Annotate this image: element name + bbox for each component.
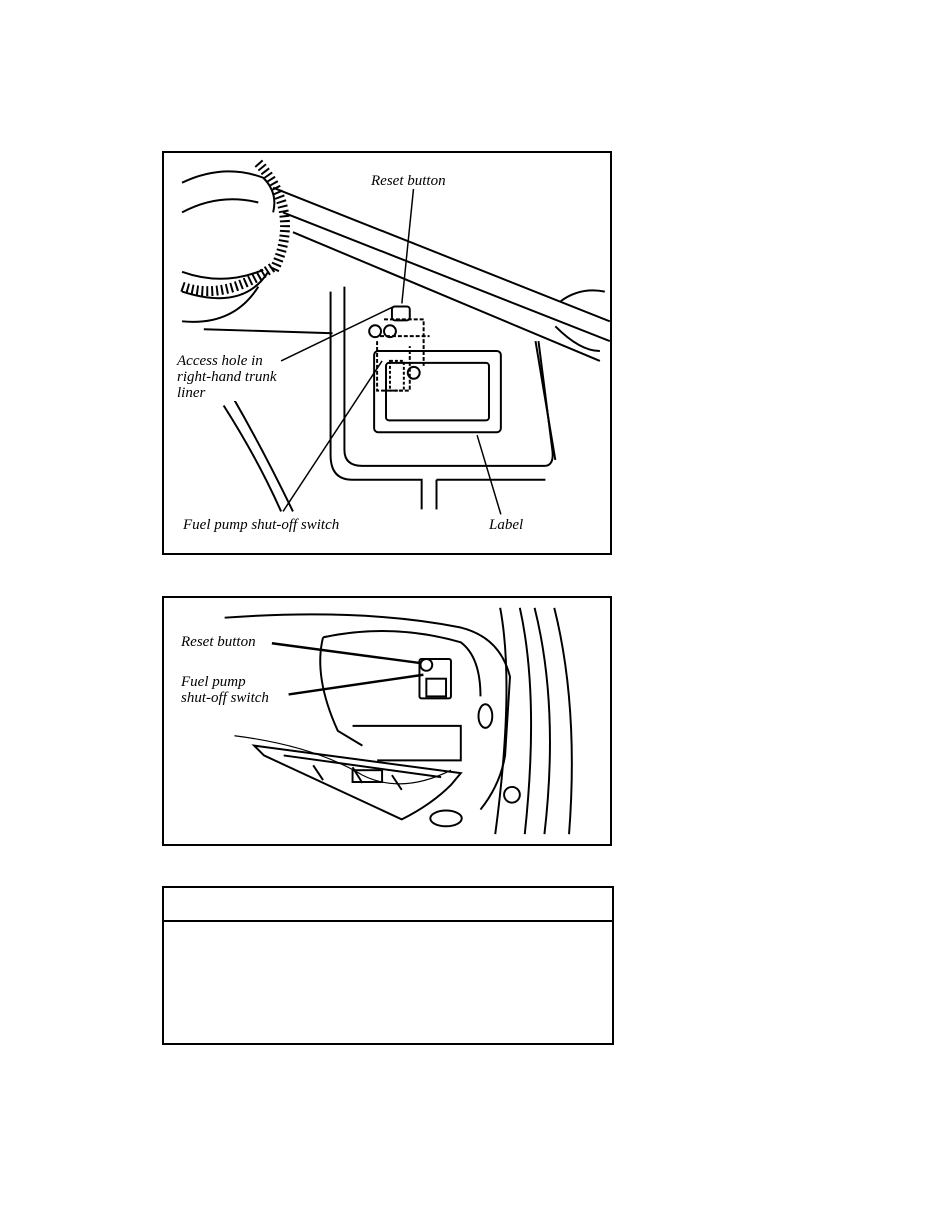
callout-access-hole: Access hole in right-hand trunk liner — [177, 353, 277, 401]
callout-reset-button: Reset button — [371, 173, 446, 189]
callout-label: Label — [489, 517, 524, 533]
note-box — [162, 886, 614, 1045]
figure-glove-compartment — [162, 596, 612, 846]
callout-fuel-pump-switch: Fuel pump shut-off switch — [183, 517, 340, 533]
callout-fuel-pump-switch-2: Fuel pump shut-off switch — [181, 674, 269, 706]
callout-reset-button-2: Reset button — [181, 634, 256, 650]
note-box-header — [164, 888, 612, 922]
note-box-body — [164, 922, 612, 942]
figure-trunk-liner — [162, 151, 612, 555]
